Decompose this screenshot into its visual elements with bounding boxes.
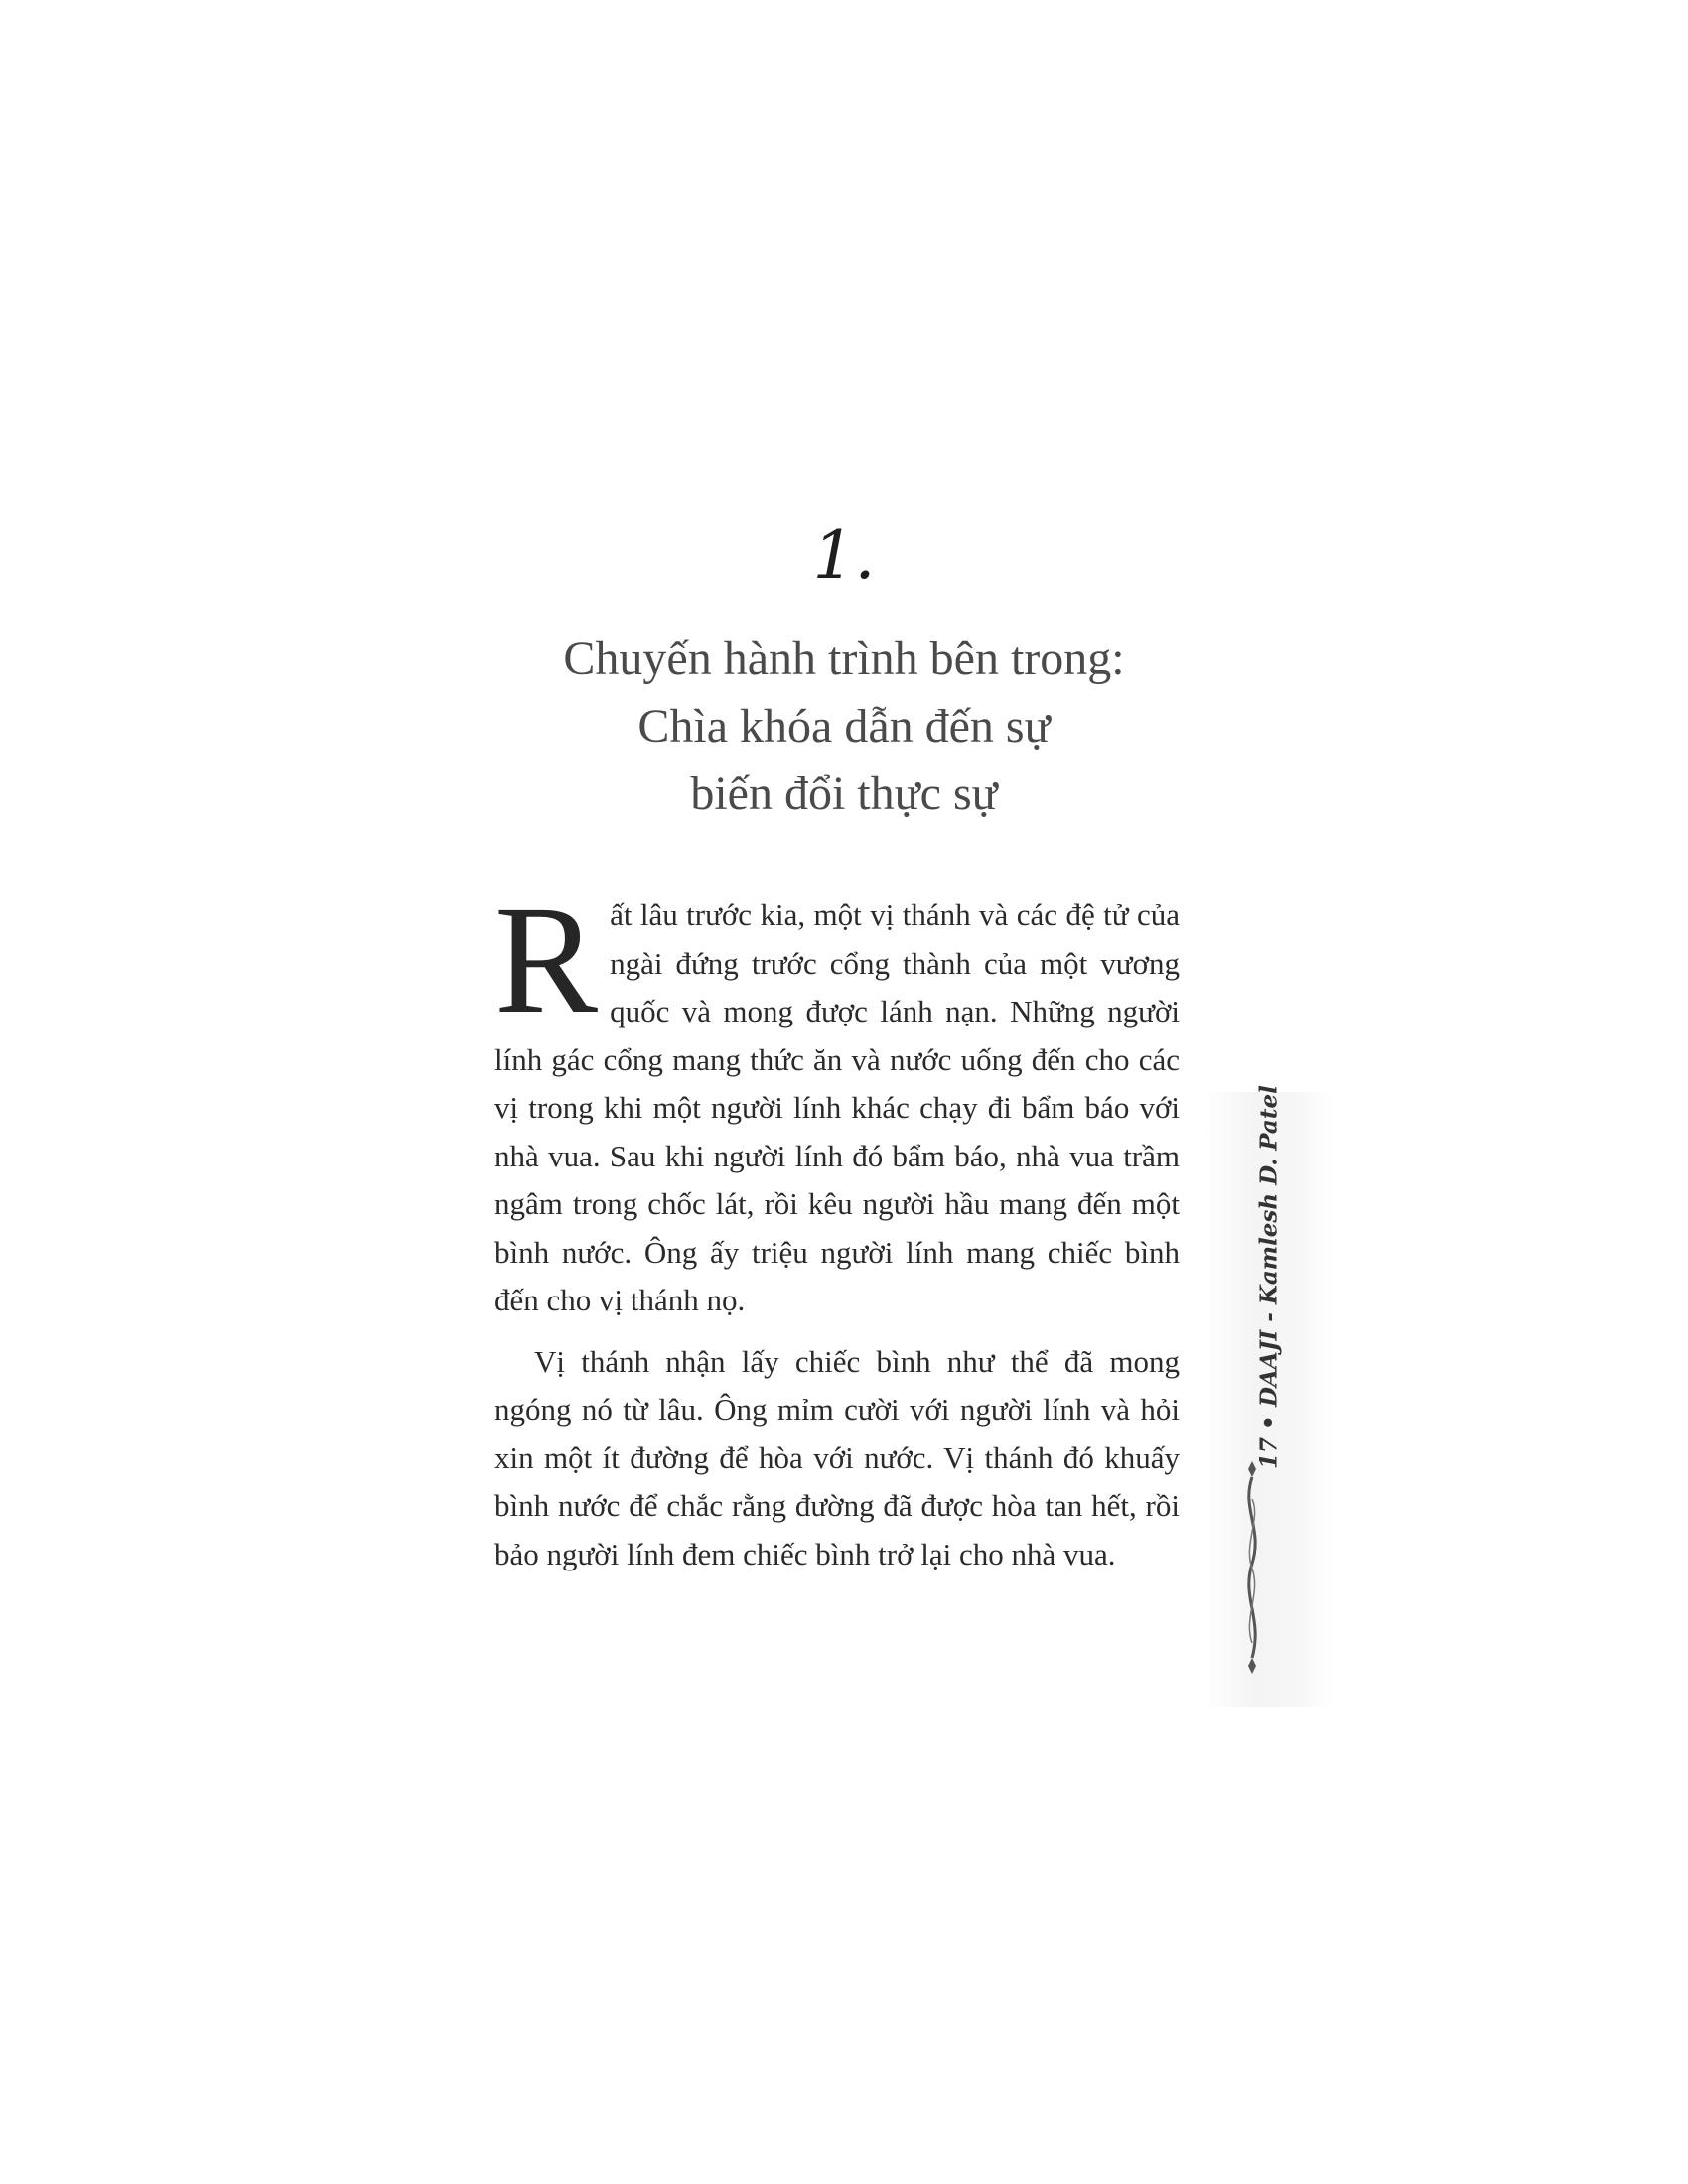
running-footer: [1249, 1085, 1289, 1469]
chapter-body: [494, 874, 1180, 1591]
book-author: DAAJI - Kamlesh D. Patel: [1255, 1085, 1283, 1408]
drop-cap: R: [494, 874, 599, 1045]
chapter-title-line: Chuyến hành trình bên trong:: [563, 632, 1125, 685]
paragraph-text: ất lâu trước kia, một vị thánh và các đệ tử của ngài đứng trước cổng thành của một vương quốc và mong được lánh nạn. Những người lính gác cổng mang thức ăn và nước uống đến cho các vị trong khi một người lính khác chạy đi bẩm báo với nhà vua. Sau khi người lính đó bẩm báo, nhà vua trầm ngâm trong chốc lát, rồi kêu người hầu mang đến một bình nước. Ông ấy triệu người lính mang chiếc bình đến cho vị thánh nọ.: [494, 897, 1180, 1317]
chapter-title: [447, 625, 1241, 828]
bullet-separator: •: [1255, 1415, 1283, 1430]
chapter-title-line: Chìa khóa dẫn đến sự: [637, 700, 1051, 752]
chapter-number: 1.: [812, 517, 876, 594]
chapter-title-line: biến đổi thực sự: [690, 767, 998, 820]
paragraph: Vị thánh nhận lấy chiếc bình như thể đã mong ngóng nó từ lâu. Ông mỉm cười với người lính và hỏi xin một ít đường để hòa với nước. Vị thánh đó khuấy bình nước để chắc rằng đường đã được hòa tan hết, rồi bảo người lính đem chiếc bình trở lại cho nhà vua.: [494, 1343, 1180, 1571]
page-number: 17: [1255, 1436, 1283, 1469]
flourish-ornament-icon: [1237, 1459, 1267, 1678]
paragraph: [494, 874, 1180, 1325]
